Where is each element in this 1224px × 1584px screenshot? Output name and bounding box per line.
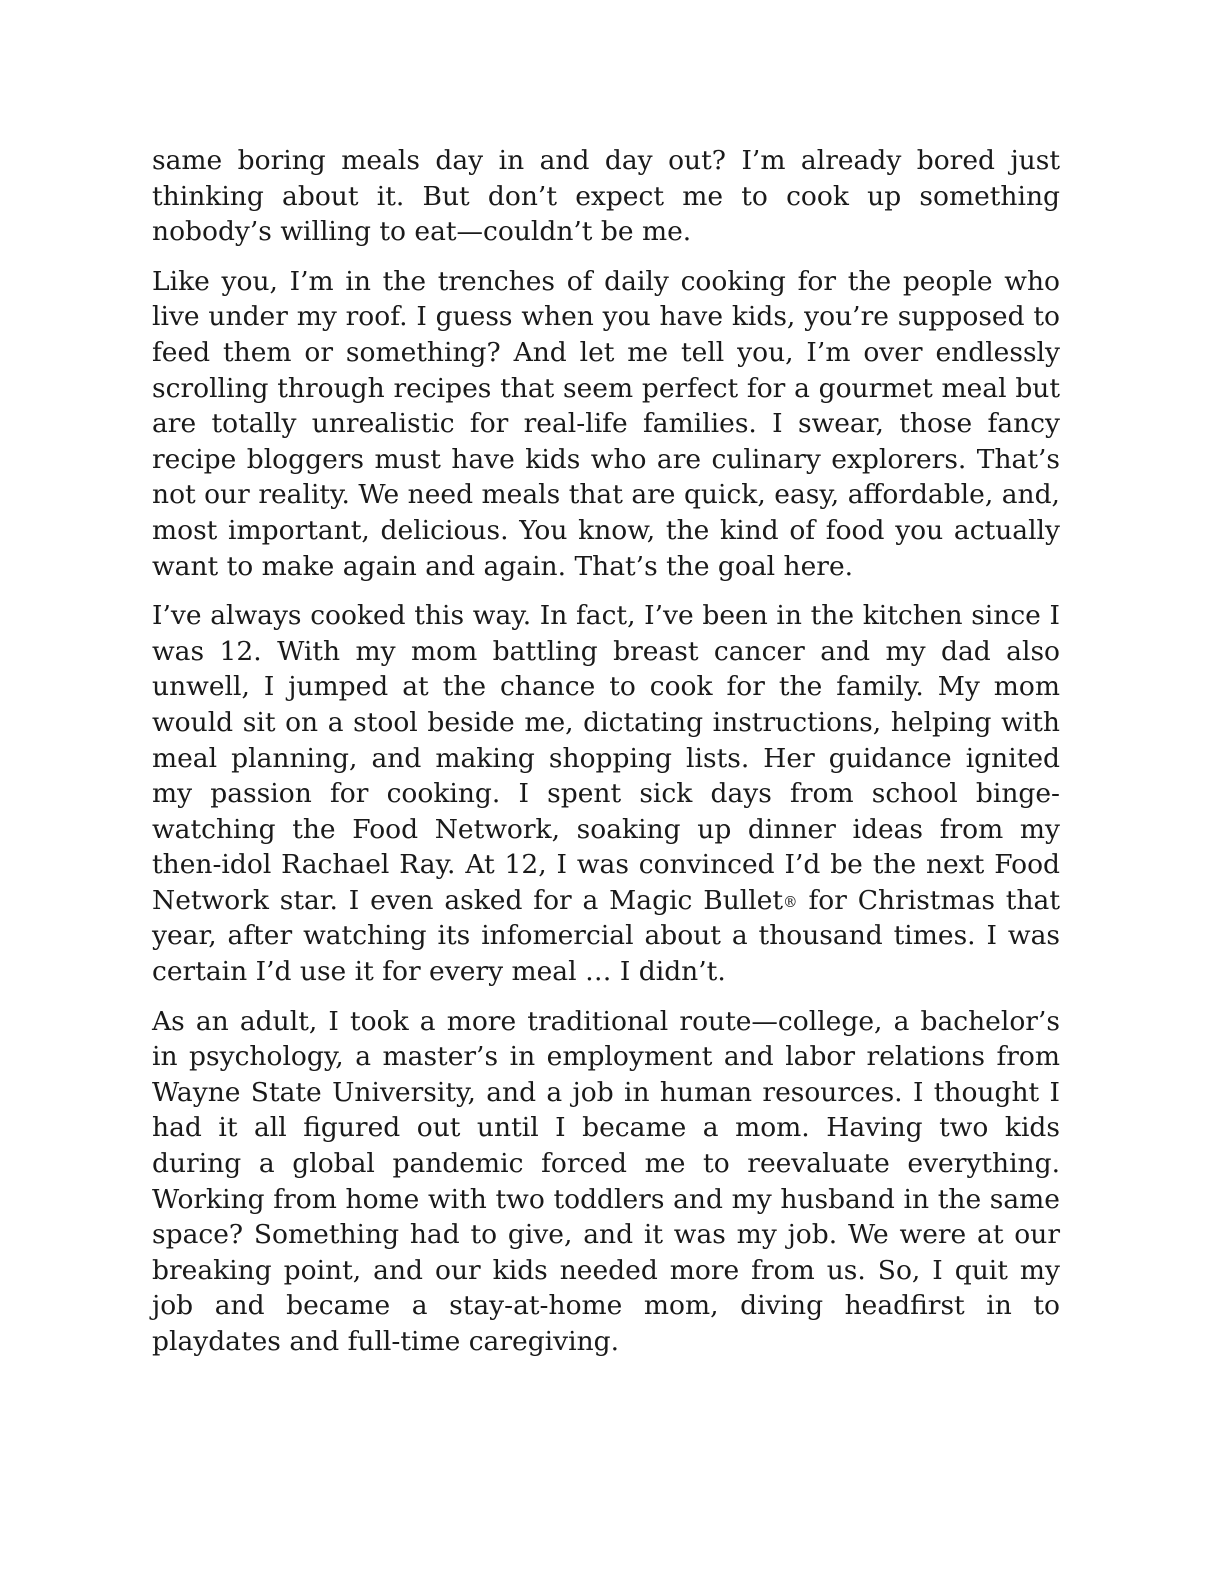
paragraph-4: As an adult, I took a more traditional route—college, a bachelor’s in psychology, a master’s in employment and labor relations from Wayne State University, and a job in human resources. I thought I had it all figured out until I became a mom. Having two kids during a global pandemic forced me to reevaluate everything. Working from home with two toddlers and my husband in the same space? Something had to give, and it was my job. We were at our breaking point, and our kids needed more from us. So, I quit my job and became a stay-at-home mom, diving headfirst in to playdates and full-time caregiving. (152, 1005, 1060, 1357)
paragraph-3-text-after: for Christmas that year, after watching its infomercial about a thousand times. I was certain I’d use it for every meal … I didn’t. (152, 884, 1060, 988)
registered-trademark-symbol: ® (783, 893, 798, 911)
paragraph-1: same boring meals day in and day out? I’m already bored just thinking about it. But don’t expect me to cook up something nobody’s willing to eat—couldn’t be me. (152, 145, 1060, 248)
page-body (152, 143, 1060, 1374)
paragraph-3-text-before: I’ve always cooked this way. In fact, I’ve been in the kitchen since I was 12. With my mom battling breast cancer and my dad also unwell, I jumped at the chance to cook for the family. My mom would sit on a stool beside me, dictating instructions, helping with meal planning, and making shopping lists. Her guidance ignited my passion for cooking. I spent sick days from school binge-watching the Food Network, soaking up dinner ideas from my then-idol Rachael Ray. At 12, I was convinced I’d be the next Food Network star. I even asked for a Magic Bullet (152, 600, 1060, 916)
paragraph-2: Like you, I’m in the trenches of daily cooking for the people who live under my roof. I guess when you have kids, you’re supposed to feed them or something? And let me tell you, I’m over endlessly scrolling through recipes that seem perfect for a gourmet meal but are totally unrealistic for real-life families. I swear, those fancy recipe bloggers must have kids who are culinary explorers. That’s not our reality. We need meals that are quick, easy, affordable, and, most important, delicious. You know, the kind of food you actually want to make again and again. That’s the goal here. (152, 265, 1060, 582)
paragraph-3 (152, 598, 1060, 990)
